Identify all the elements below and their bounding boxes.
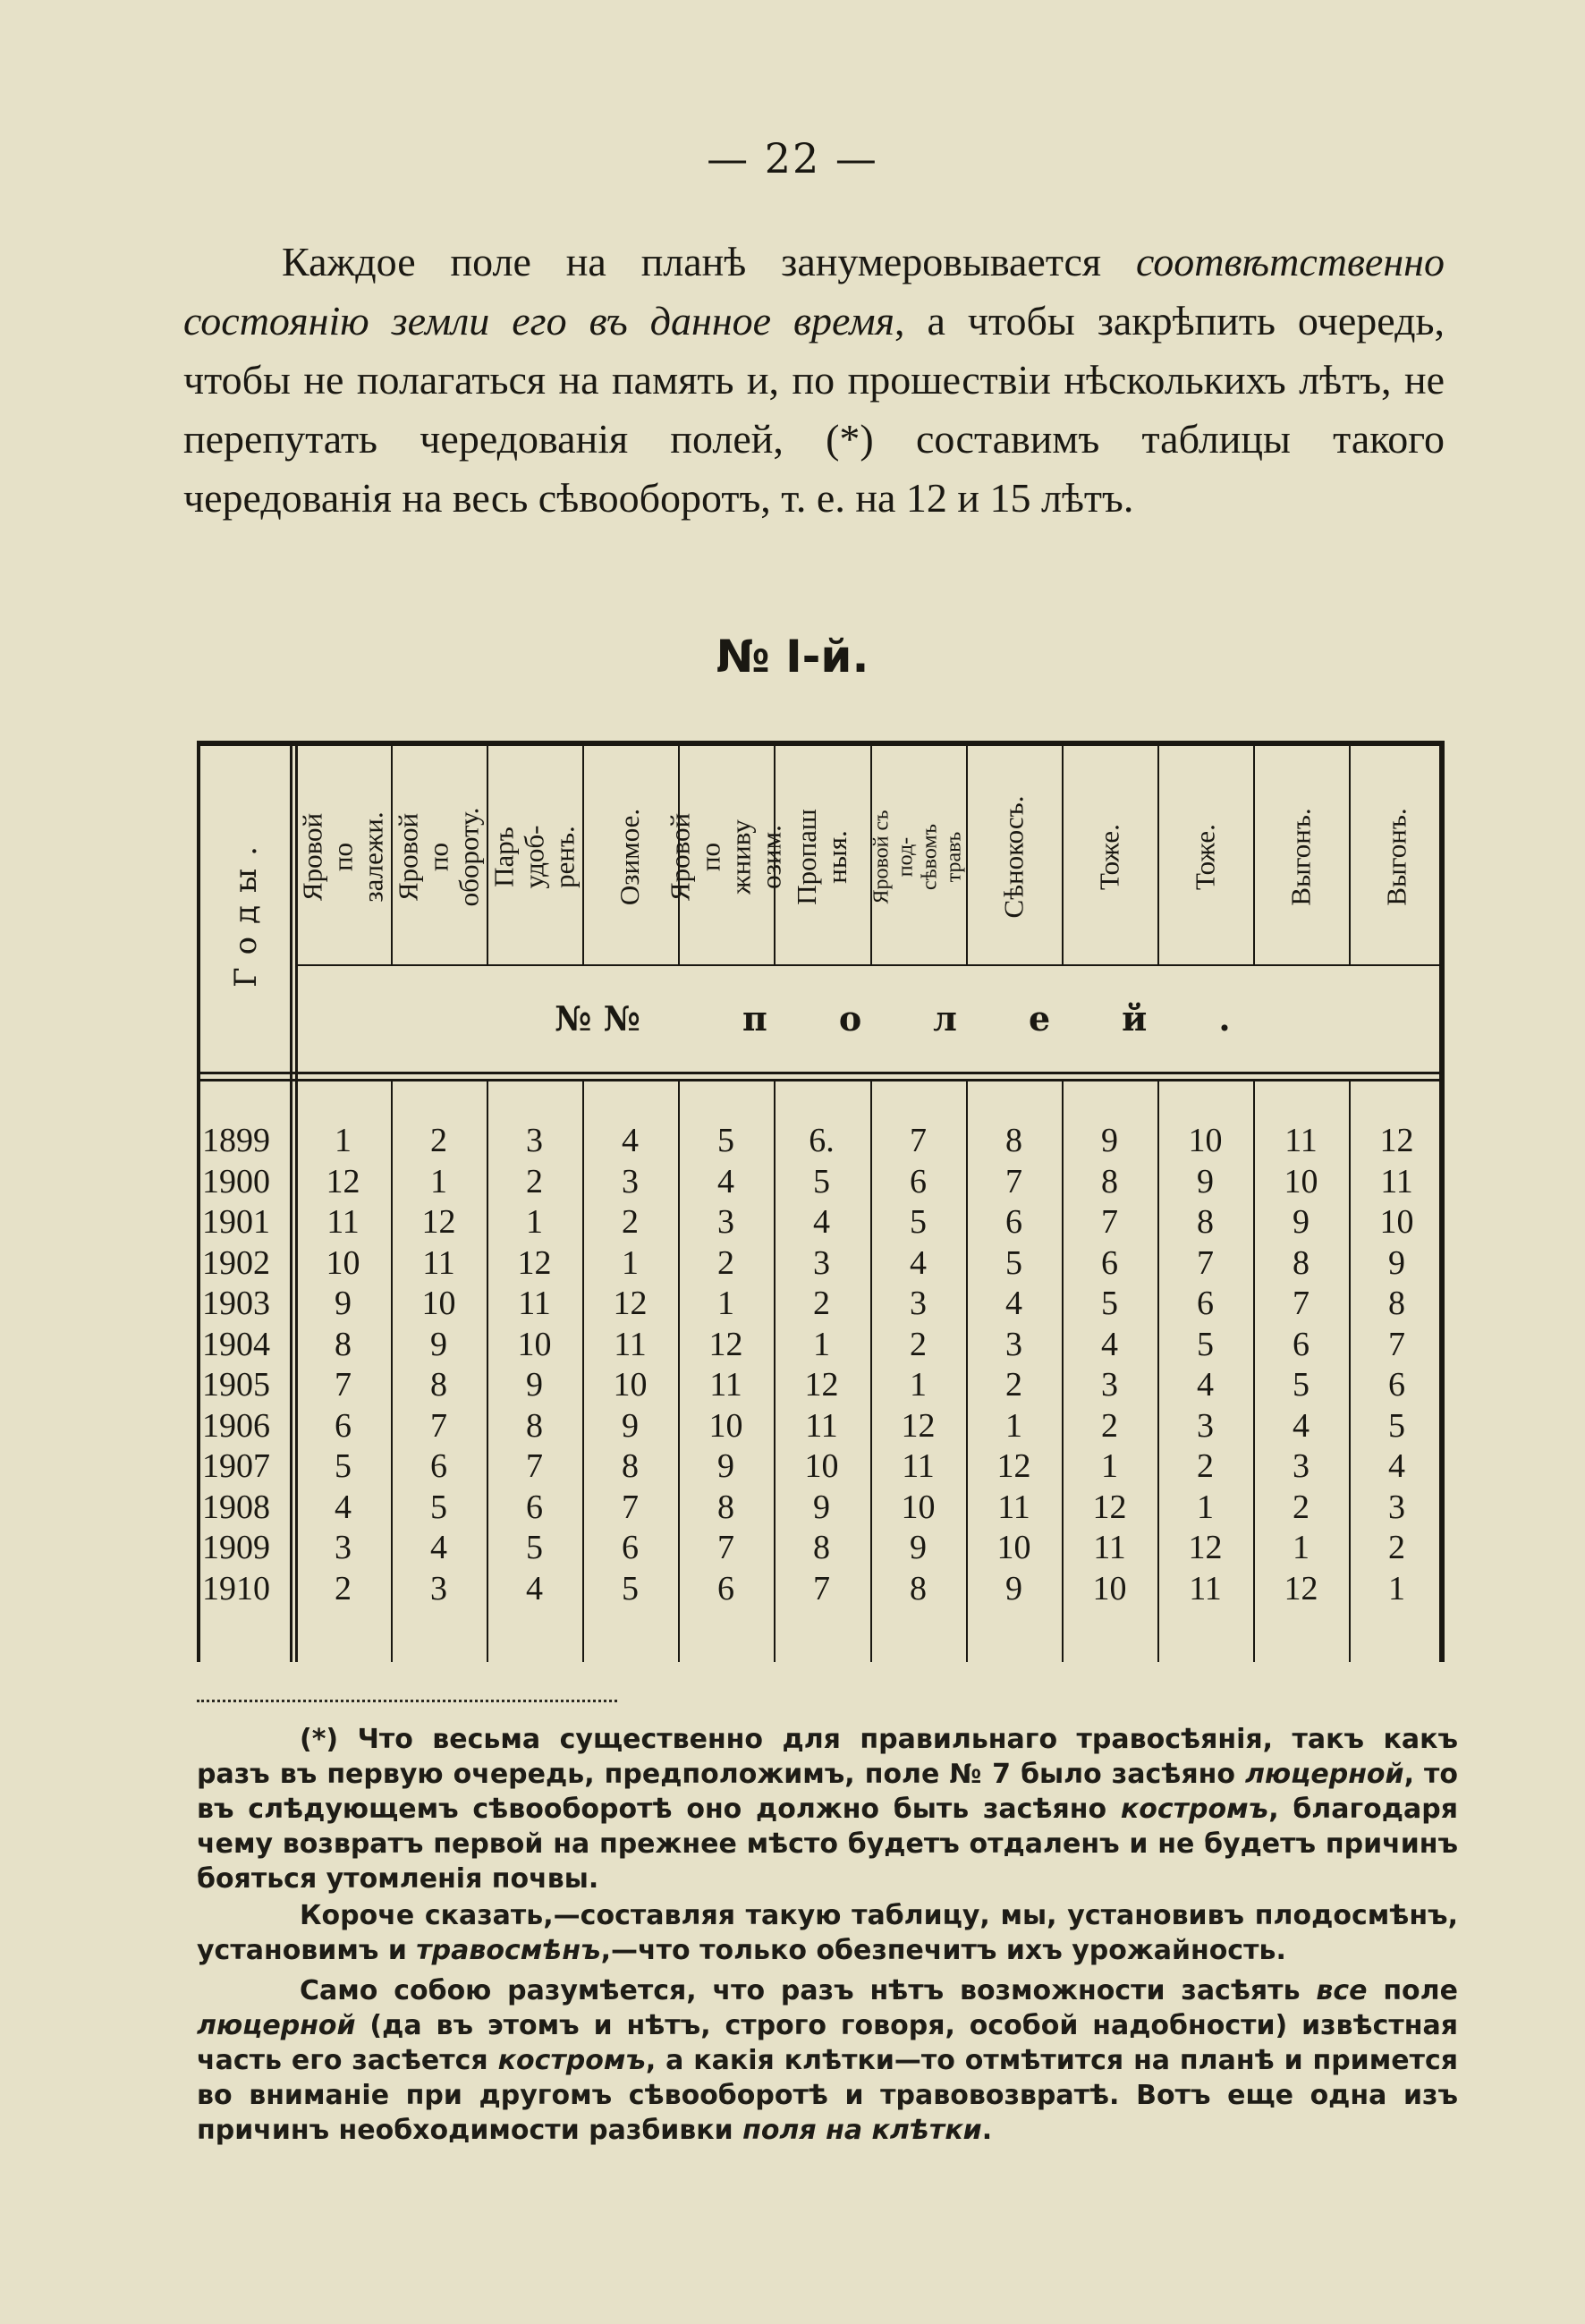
- table-cell: 11: [1380, 1163, 1413, 1200]
- column-header-label: Озимое.: [614, 808, 646, 905]
- table-cell: 4: [910, 1244, 927, 1282]
- table-cell: 2: [1101, 1407, 1118, 1445]
- table-cell: 6: [526, 1489, 543, 1526]
- footnote-separator: [197, 1700, 617, 1702]
- fn3-italic-4: поля на клѣтки: [742, 2115, 982, 2146]
- table-cell: 7: [430, 1407, 447, 1445]
- table-left-border: [197, 741, 200, 1662]
- years-header: [197, 750, 295, 1072]
- table-cell: 3: [1101, 1366, 1118, 1404]
- column-header-label: Выгонъ.: [1380, 807, 1412, 906]
- table-cell: 8: [1101, 1163, 1118, 1200]
- column-header-label: Яровой по залежи.: [296, 810, 389, 903]
- table-cell: 4: [1388, 1447, 1405, 1485]
- table-cell: 3: [717, 1203, 734, 1241]
- table-cell: 10: [1092, 1570, 1127, 1607]
- table-cell: 5: [1005, 1244, 1022, 1282]
- years-header-label: Годы.: [228, 834, 265, 988]
- table-cell: 8: [910, 1570, 927, 1607]
- intro-italic-1: соотвѣтственно состоянію земли его въ данное время: [183, 239, 1445, 344]
- fields-label-numbers: № №: [555, 997, 640, 1039]
- column-header: [1062, 751, 1157, 962]
- table-cell: 8: [622, 1447, 639, 1485]
- table-cell: 6: [1005, 1203, 1022, 1241]
- table-cell: 12: [1188, 1529, 1223, 1566]
- table-cell: 11: [709, 1366, 742, 1404]
- table-cell: 2: [1005, 1366, 1022, 1404]
- fn2-italic-1: травосмѣнъ: [416, 1935, 601, 1966]
- table-cell: 2: [430, 1122, 447, 1159]
- table-cell: 10: [1379, 1203, 1414, 1241]
- table-cell: 1: [1293, 1529, 1310, 1566]
- table-cell: 9: [1005, 1570, 1022, 1607]
- table-cell: 7: [1197, 1244, 1214, 1282]
- table-cell: 8: [1388, 1285, 1405, 1322]
- column-header: [1349, 751, 1445, 962]
- fn3-italic-1: все: [1316, 1975, 1368, 2006]
- fn1-italic-1: люцерной: [1245, 1759, 1404, 1790]
- table-cell: 5: [813, 1163, 830, 1200]
- column-header-label: Паръ удоб- ренъ.: [487, 825, 581, 888]
- fields-label: полей.: [742, 997, 1302, 1039]
- table-cell: 9: [910, 1529, 927, 1566]
- table-cell: 6: [910, 1163, 927, 1200]
- table-cell: 12: [901, 1407, 936, 1445]
- table-cell: 5: [1101, 1285, 1118, 1322]
- fn3-text-2: поле: [1367, 1975, 1458, 2006]
- table-cell: 5: [910, 1203, 927, 1241]
- table-cell: 8: [335, 1326, 352, 1363]
- table-cell: 10: [804, 1447, 839, 1485]
- table-cell: 6: [622, 1529, 639, 1566]
- table-cell: 3: [1293, 1447, 1310, 1485]
- year-cell: 1905: [202, 1366, 270, 1404]
- table-cell: 5: [430, 1489, 447, 1526]
- table-cell: 2: [1197, 1447, 1214, 1485]
- table-cell: 7: [335, 1366, 352, 1404]
- table-cell: 5: [1388, 1407, 1405, 1445]
- table-cell: 8: [430, 1366, 447, 1404]
- year-cell: 1900: [202, 1163, 270, 1200]
- table-cell: 8: [813, 1529, 830, 1566]
- table-cell: 12: [517, 1244, 552, 1282]
- intro-text-2: , а чтобы закрѣпить очередь, чтобы не полагаться на память и, по прошествіи нѣсколькихъ лѣтъ, не перепутать чередованія полей, (*) составимъ таблицы такого чередованія на весь сѣвооборотъ, т. е. на 12 и 15 лѣтъ.: [183, 298, 1445, 521]
- table-cell: 11: [422, 1244, 455, 1282]
- table-cell: 6: [1197, 1285, 1214, 1322]
- table-cell: 3: [1197, 1407, 1214, 1445]
- table-cell: 12: [421, 1203, 456, 1241]
- column-header-label: Тоже.: [1189, 823, 1221, 890]
- table-cell: 11: [614, 1326, 647, 1363]
- table-cell: 10: [326, 1244, 360, 1282]
- column-header-label: Яровой по обороту.: [392, 807, 485, 906]
- table-cell: 4: [335, 1489, 352, 1526]
- table-cell: 8: [1005, 1122, 1022, 1159]
- table-cell: 10: [1188, 1122, 1223, 1159]
- table-cell: 7: [717, 1529, 734, 1566]
- fn2-text-1: Короче сказать,—составляя такую таблицу, мы, установивъ плодосмѣнъ, установимъ и: [197, 1900, 1458, 1966]
- table-cell: 12: [804, 1366, 839, 1404]
- column-header-label: Сѣнокосъ.: [997, 795, 1030, 918]
- table-cell: 2: [1293, 1489, 1310, 1526]
- table-cell: 6.: [809, 1122, 835, 1159]
- table-cell: 6: [1388, 1366, 1405, 1404]
- table-cell: 11: [902, 1447, 935, 1485]
- table-cell: 12: [996, 1447, 1031, 1485]
- table-cell: 1: [526, 1203, 543, 1241]
- year-cell: 1904: [202, 1326, 270, 1363]
- table-cell: 12: [708, 1326, 743, 1363]
- table-cell: 11: [1284, 1122, 1318, 1159]
- column-header: [391, 751, 487, 962]
- table-cell: 3: [335, 1529, 352, 1566]
- table-cell: 5: [1197, 1326, 1214, 1363]
- table-cell: 11: [1189, 1570, 1222, 1607]
- rotation-table: [197, 741, 1445, 1662]
- table-cell: 5: [1293, 1366, 1310, 1404]
- column-header-label: Яровой по жниву озим.: [664, 812, 787, 901]
- column-header: [774, 751, 869, 962]
- table-header-rule-1: [197, 1072, 1445, 1074]
- table-cell: 10: [1284, 1163, 1318, 1200]
- table-cell: 3: [1388, 1489, 1405, 1526]
- year-cell: 1908: [202, 1489, 270, 1526]
- column-header-label: Тоже.: [1093, 823, 1125, 890]
- table-cell: 6: [430, 1447, 447, 1485]
- table-cell: 1: [1197, 1489, 1214, 1526]
- table-cell: 11: [326, 1203, 360, 1241]
- fn3-text-5: .: [981, 2115, 993, 2146]
- table-cell: 1: [1388, 1570, 1405, 1607]
- table-cell: 3: [910, 1285, 927, 1322]
- column-header: [295, 751, 391, 962]
- year-cell: 1909: [202, 1529, 270, 1566]
- intro-paragraph: [183, 233, 1445, 528]
- table-cell: 1: [1005, 1407, 1022, 1445]
- column-header: [664, 751, 787, 962]
- table-cell: 2: [335, 1570, 352, 1607]
- year-cell: 1901: [202, 1203, 270, 1241]
- column-header: [1253, 751, 1349, 962]
- table-cell: 5: [526, 1529, 543, 1566]
- footnote-paragraph-3: [197, 1973, 1458, 2148]
- table-cell: 4: [526, 1570, 543, 1607]
- year-cell: 1902: [202, 1244, 270, 1282]
- table-cell: 9: [1293, 1203, 1310, 1241]
- footnote-paragraph-1: [197, 1722, 1458, 1896]
- table-cell: 1: [430, 1163, 447, 1200]
- footnote-paragraph-2: [197, 1898, 1458, 1968]
- page-number: — 22 —: [707, 134, 878, 182]
- table-cell: 9: [526, 1366, 543, 1404]
- column-header: [870, 751, 966, 962]
- table-cell: 9: [430, 1326, 447, 1363]
- table-cell: 7: [910, 1122, 927, 1159]
- table-cell: 3: [813, 1244, 830, 1282]
- table-top-border: [197, 741, 1445, 746]
- table-cell: 4: [622, 1122, 639, 1159]
- table-cell: 9: [1388, 1244, 1405, 1282]
- table-cell: 5: [335, 1447, 352, 1485]
- table-cell: 7: [622, 1489, 639, 1526]
- table-cell: 3: [526, 1122, 543, 1159]
- table-title: № I-й.: [716, 631, 869, 683]
- table-cell: 12: [1284, 1570, 1318, 1607]
- year-cell: 1910: [202, 1570, 270, 1607]
- fn3-text-4: , а какія клѣтки—то отмѣтится на планѣ и примется во вниманіе при другомъ сѣвооборотѣ и травовозвратѣ. Вотъ еще одна изъ причинъ необходимости разбивки: [197, 2045, 1458, 2146]
- table-cell: 12: [613, 1285, 648, 1322]
- table-subheader-rule: [295, 964, 1445, 966]
- table-cell: 3: [1005, 1326, 1022, 1363]
- year-cell: 1903: [202, 1285, 270, 1322]
- table-cell: 7: [1388, 1326, 1405, 1363]
- table-cell: 10: [708, 1407, 743, 1445]
- table-cell: 4: [813, 1203, 830, 1241]
- fields-label-row: [295, 964, 1445, 1072]
- year-cell: 1907: [202, 1447, 270, 1485]
- table-cell: 10: [421, 1285, 456, 1322]
- table-cell: 3: [622, 1163, 639, 1200]
- table-cell: 1: [910, 1366, 927, 1404]
- table-cell: 11: [805, 1407, 838, 1445]
- table-cell: 2: [526, 1163, 543, 1200]
- table-cell: 10: [901, 1489, 936, 1526]
- table-cell: 12: [326, 1163, 360, 1200]
- fn3-italic-3: костромъ: [497, 2045, 646, 2076]
- intro-text-1: Каждое поле на планѣ занумеровывается: [282, 239, 1136, 284]
- table-cell: 9: [813, 1489, 830, 1526]
- table-cell: 12: [1379, 1122, 1414, 1159]
- fn3-italic-2: люцерной: [197, 2010, 356, 2041]
- column-header: [1157, 751, 1253, 962]
- table-cell: 4: [430, 1529, 447, 1566]
- table-cell: 6: [1101, 1244, 1118, 1282]
- table-cell: 9: [335, 1285, 352, 1322]
- table-cell: 1: [717, 1285, 734, 1322]
- table-cell: 1: [813, 1326, 830, 1363]
- table-cell: 2: [813, 1285, 830, 1322]
- table-cell: 1: [1101, 1447, 1118, 1485]
- column-header: [487, 751, 582, 962]
- table-cell: 1: [335, 1122, 352, 1159]
- table-cell: 8: [526, 1407, 543, 1445]
- table-cell: 2: [717, 1244, 734, 1282]
- table-cell: 2: [622, 1203, 639, 1241]
- table-cell: 4: [1293, 1407, 1310, 1445]
- table-cell: 2: [910, 1326, 927, 1363]
- fn1-text-2: , то въ слѣдующемъ сѣвооборотѣ оно должно быть засѣяно: [197, 1759, 1459, 1825]
- table-cell: 9: [1197, 1163, 1214, 1200]
- table-cell: 12: [1092, 1489, 1127, 1526]
- table-cell: 9: [1101, 1122, 1118, 1159]
- table-cell: 4: [717, 1163, 734, 1200]
- fn3-text-1: Само собою разумѣется, что разъ нѣтъ возможности засѣять: [300, 1975, 1317, 2006]
- table-cell: 4: [1197, 1366, 1214, 1404]
- table-cell: 9: [622, 1407, 639, 1445]
- table-cell: 7: [1101, 1203, 1118, 1241]
- table-cell: 8: [1197, 1203, 1214, 1241]
- table-cell: 9: [717, 1447, 734, 1485]
- table-cell: 1: [622, 1244, 639, 1282]
- fn3-text-3: (да въ этомъ и нѣтъ, строго говоря, особой надобности) извѣстная часть его засѣется: [197, 2010, 1458, 2076]
- table-cell: 7: [1293, 1285, 1310, 1322]
- table-cell: 2: [1388, 1529, 1405, 1566]
- fn1-text-1: (*) Что весьма существенно для правильнаго травосѣянія, такъ какъ разъ въ первую очередь, предположимъ, поле № 7 было засѣяно: [197, 1724, 1458, 1790]
- table-cell: 7: [1005, 1163, 1022, 1200]
- table-cell: 11: [997, 1489, 1030, 1526]
- table-cell: 8: [1293, 1244, 1310, 1282]
- fn1-italic-2: костромъ: [1120, 1794, 1269, 1825]
- fn1-text-3: , благодаря чему возвратъ первой на прежнее мѣсто будетъ отдаленъ и не будетъ причинъ бояться утомленія почвы.: [197, 1794, 1459, 1895]
- table-cell: 5: [622, 1570, 639, 1607]
- column-header-label: Пропаш ныя.: [790, 808, 852, 905]
- table-cell: 10: [613, 1366, 648, 1404]
- table-cell: 7: [526, 1447, 543, 1485]
- year-cell: 1906: [202, 1407, 270, 1445]
- column-header-label: Яровой съ под- сѣвомъ травъ: [869, 809, 966, 904]
- table-cell: 3: [430, 1570, 447, 1607]
- table-cell: 10: [517, 1326, 552, 1363]
- table-header-rule-2: [197, 1079, 1445, 1081]
- column-header: [966, 751, 1062, 962]
- table-cell: 6: [717, 1570, 734, 1607]
- table-cell: 4: [1101, 1326, 1118, 1363]
- fn2-text-2: ,—что только обезпечитъ ихъ урожайность.: [600, 1935, 1286, 1966]
- year-cell: 1899: [202, 1122, 270, 1159]
- table-cell: 10: [996, 1529, 1031, 1566]
- table-cell: 8: [717, 1489, 734, 1526]
- table-cell: 6: [1293, 1326, 1310, 1363]
- table-cell: 4: [1005, 1285, 1022, 1322]
- table-cell: 11: [1093, 1529, 1126, 1566]
- table-cell: 7: [813, 1570, 830, 1607]
- table-cell: 6: [335, 1407, 352, 1445]
- table-cell: 5: [717, 1122, 734, 1159]
- column-header-label: Выгонъ.: [1284, 807, 1317, 906]
- table-cell: 11: [518, 1285, 551, 1322]
